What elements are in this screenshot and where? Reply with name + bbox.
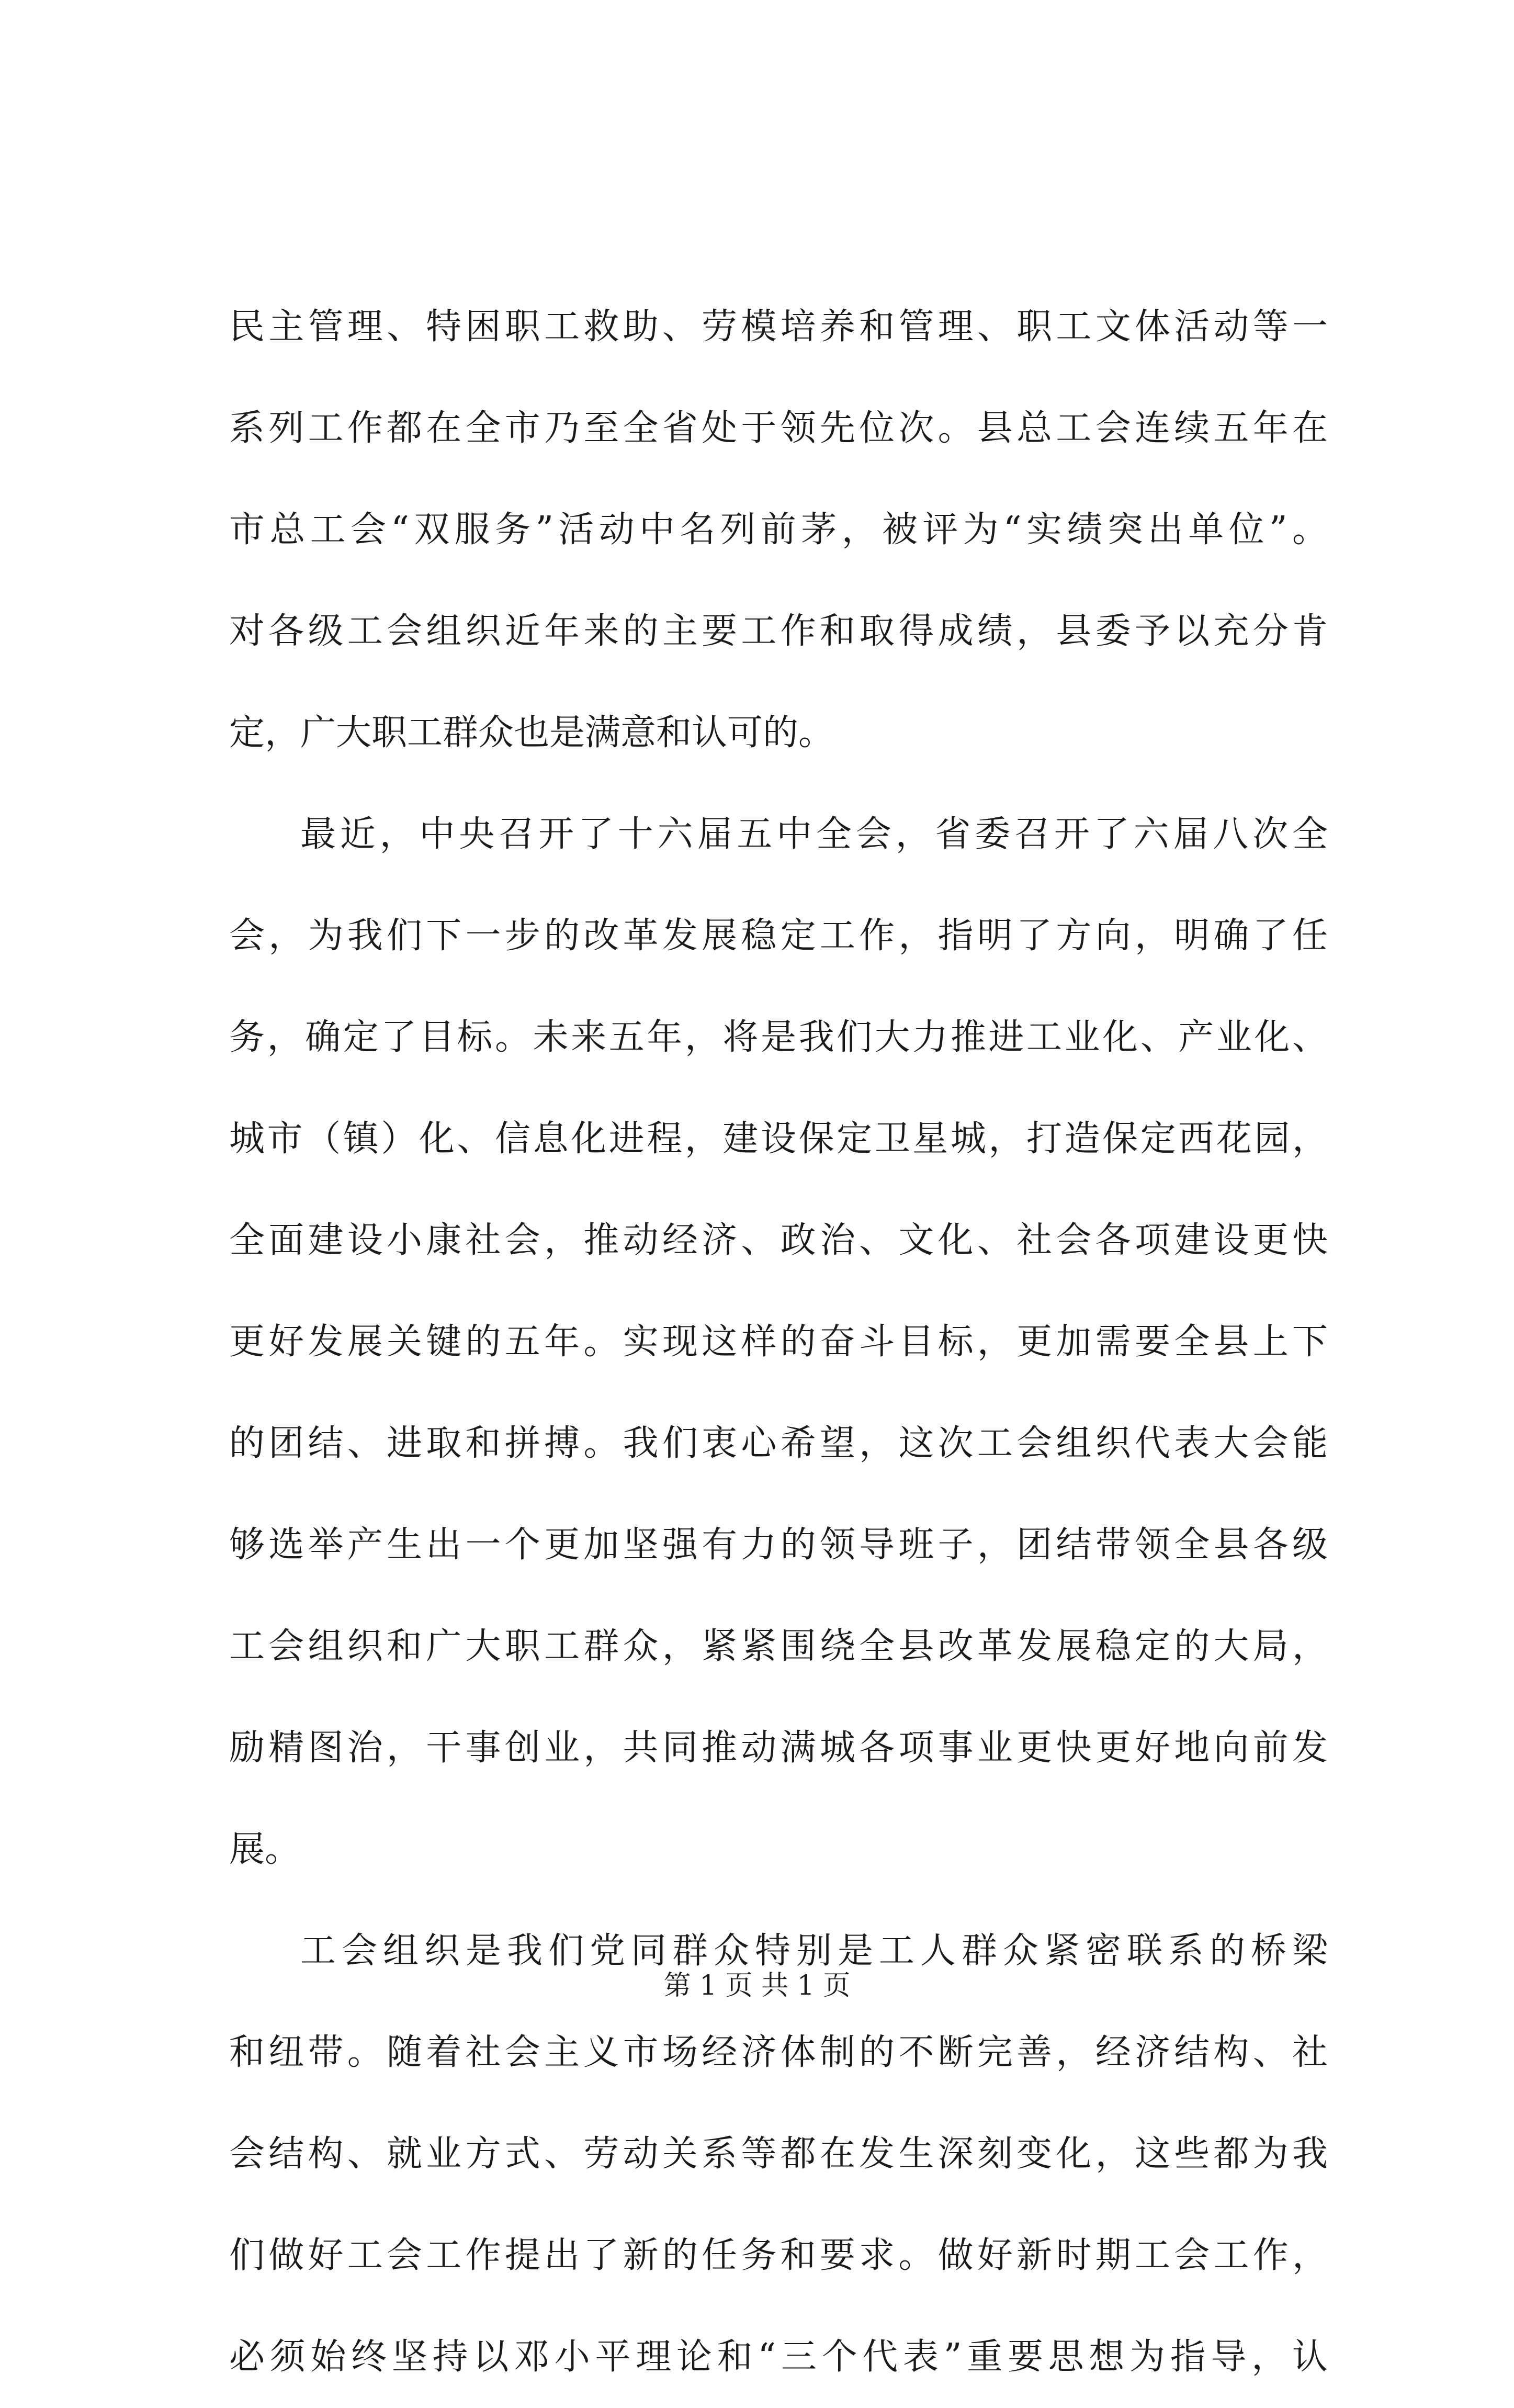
paragraph-start-line: 最近，中央召开了十六届五中全会，省委召开了六届八次全 — [300, 814, 1328, 855]
text-line: 系列工作都在全市乃至全省处于领先位次。县总工会连续五年在 — [229, 408, 1328, 449]
text-line: 和纽带。随着社会主义市场经济体制的不断完善，经济结构、社 — [229, 2032, 1328, 2073]
text-line: 的团结、进取和拼搏。我们衷心希望，这次工会组织代表大会能 — [229, 1423, 1328, 1464]
text-line: 会，为我们下一步的改革发展稳定工作，指明了方向，明确了任 — [229, 915, 1328, 957]
text-line: 民主管理、特困职工救助、劳模培养和管理、职工文体活动等一 — [229, 306, 1328, 347]
text-line: 们做好工会工作提出了新的任务和要求。做好新时期工会工作， — [229, 2235, 1328, 2276]
text-line: 务，确定了目标。未来五年，将是我们大力推进工业化、产业化、 — [229, 1017, 1328, 1058]
page-number-footer: 第 1 页 共 1 页 — [663, 1970, 851, 2001]
text-line: 城市（镇）化、信息化进程，建设保定卫星城，打造保定西花园， — [229, 1118, 1328, 1160]
text-line: 必须始终坚持以邓小平理论和“三个代表”重要思想为指导，认 — [229, 2336, 1328, 2378]
text-line: 定，广大职工群众也是满意和认可的。 — [229, 712, 834, 753]
text-line: 更好发展关键的五年。实现这样的奋斗目标，更加需要全县上下 — [229, 1321, 1328, 1363]
text-line: 励精图治，干事创业，共同推动满城各项事业更快更好地向前发 — [229, 1727, 1328, 1769]
text-line: 全面建设小康社会，推动经济、政治、文化、社会各项建设更快 — [229, 1220, 1328, 1261]
text-line: 够选举产生出一个更加坚强有力的领导班子，团结带领全县各级 — [229, 1524, 1328, 1566]
text-line: 展。 — [229, 1829, 301, 1870]
text-line: 市总工会“双服务”活动中名列前茅，被评为“实绩突出单位”。 — [229, 509, 1328, 550]
paragraph-start-line: 工会组织是我们党同群众特别是工人群众紧密联系的桥梁 — [300, 1930, 1328, 1972]
text-line: 工会组织和广大职工群众，紧紧围绕全县改革发展稳定的大局， — [229, 1626, 1328, 1667]
document-body — [229, 276, 1328, 2408]
text-line: 对各级工会组织近年来的主要工作和取得成绩，县委予以充分肯 — [229, 611, 1328, 652]
text-line: 会结构、就业方式、劳动关系等都在发生深刻变化，这些都为我 — [229, 2133, 1328, 2175]
